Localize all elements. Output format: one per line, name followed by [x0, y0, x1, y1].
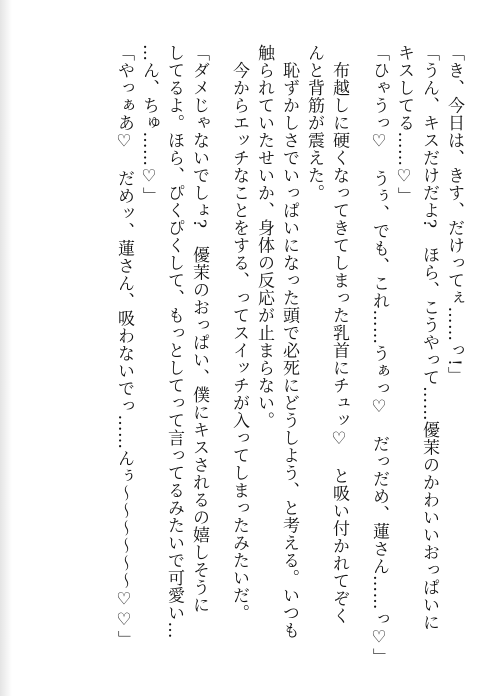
text-line: 恥ずかしさでいっぱいになった頭で必死にどうしよう、と考える。いつも — [279, 44, 299, 639]
page-gutter-shadow — [0, 0, 12, 696]
text-line: んと背筋が震えた。 — [304, 44, 324, 202]
text-line: 「やっぁあ♡ だめッ、蓮さん、吸わないでっ……んぅ〜〜〜〜〜〜♡♡」 — [114, 44, 134, 648]
vertical-text-body — [84, 44, 466, 664]
text-line: 「ひゃうっ♡ うぅ、でも、これ……うぁっ♡ だっだめ、蓮さん……っ♡」 — [369, 44, 389, 666]
text-line: …ん、ちゅ……♡」 — [139, 44, 159, 205]
text-line: 「ダメじゃないでしょ? 優茉のおっぱい、僕にキスされるの嬉しそうに — [189, 44, 209, 614]
text-line: 布越しに硬くなってきてしまった乳首にチュッ♡ と吸い付かれてぞく — [329, 44, 349, 625]
text-line: キスしてる……♡」 — [394, 44, 414, 205]
text-line: してるよ。ほら、ぴくぴくして、もっとしてって言ってるみたいで可愛い… — [164, 44, 184, 639]
text-line: 「うん、キスだけだよ? ほら、こうやって……優茉のかわいいおっぱいに — [419, 44, 439, 632]
text-line: 触られていたせいか、身体の反応が止まらない。 — [254, 44, 274, 429]
text-line: 今からエッチなことをする、ってスイッチが入ってしまったみたいだ。 — [229, 44, 249, 622]
text-line: 「き、今日は、きす、だけってぇ……っ!」 — [444, 44, 464, 384]
